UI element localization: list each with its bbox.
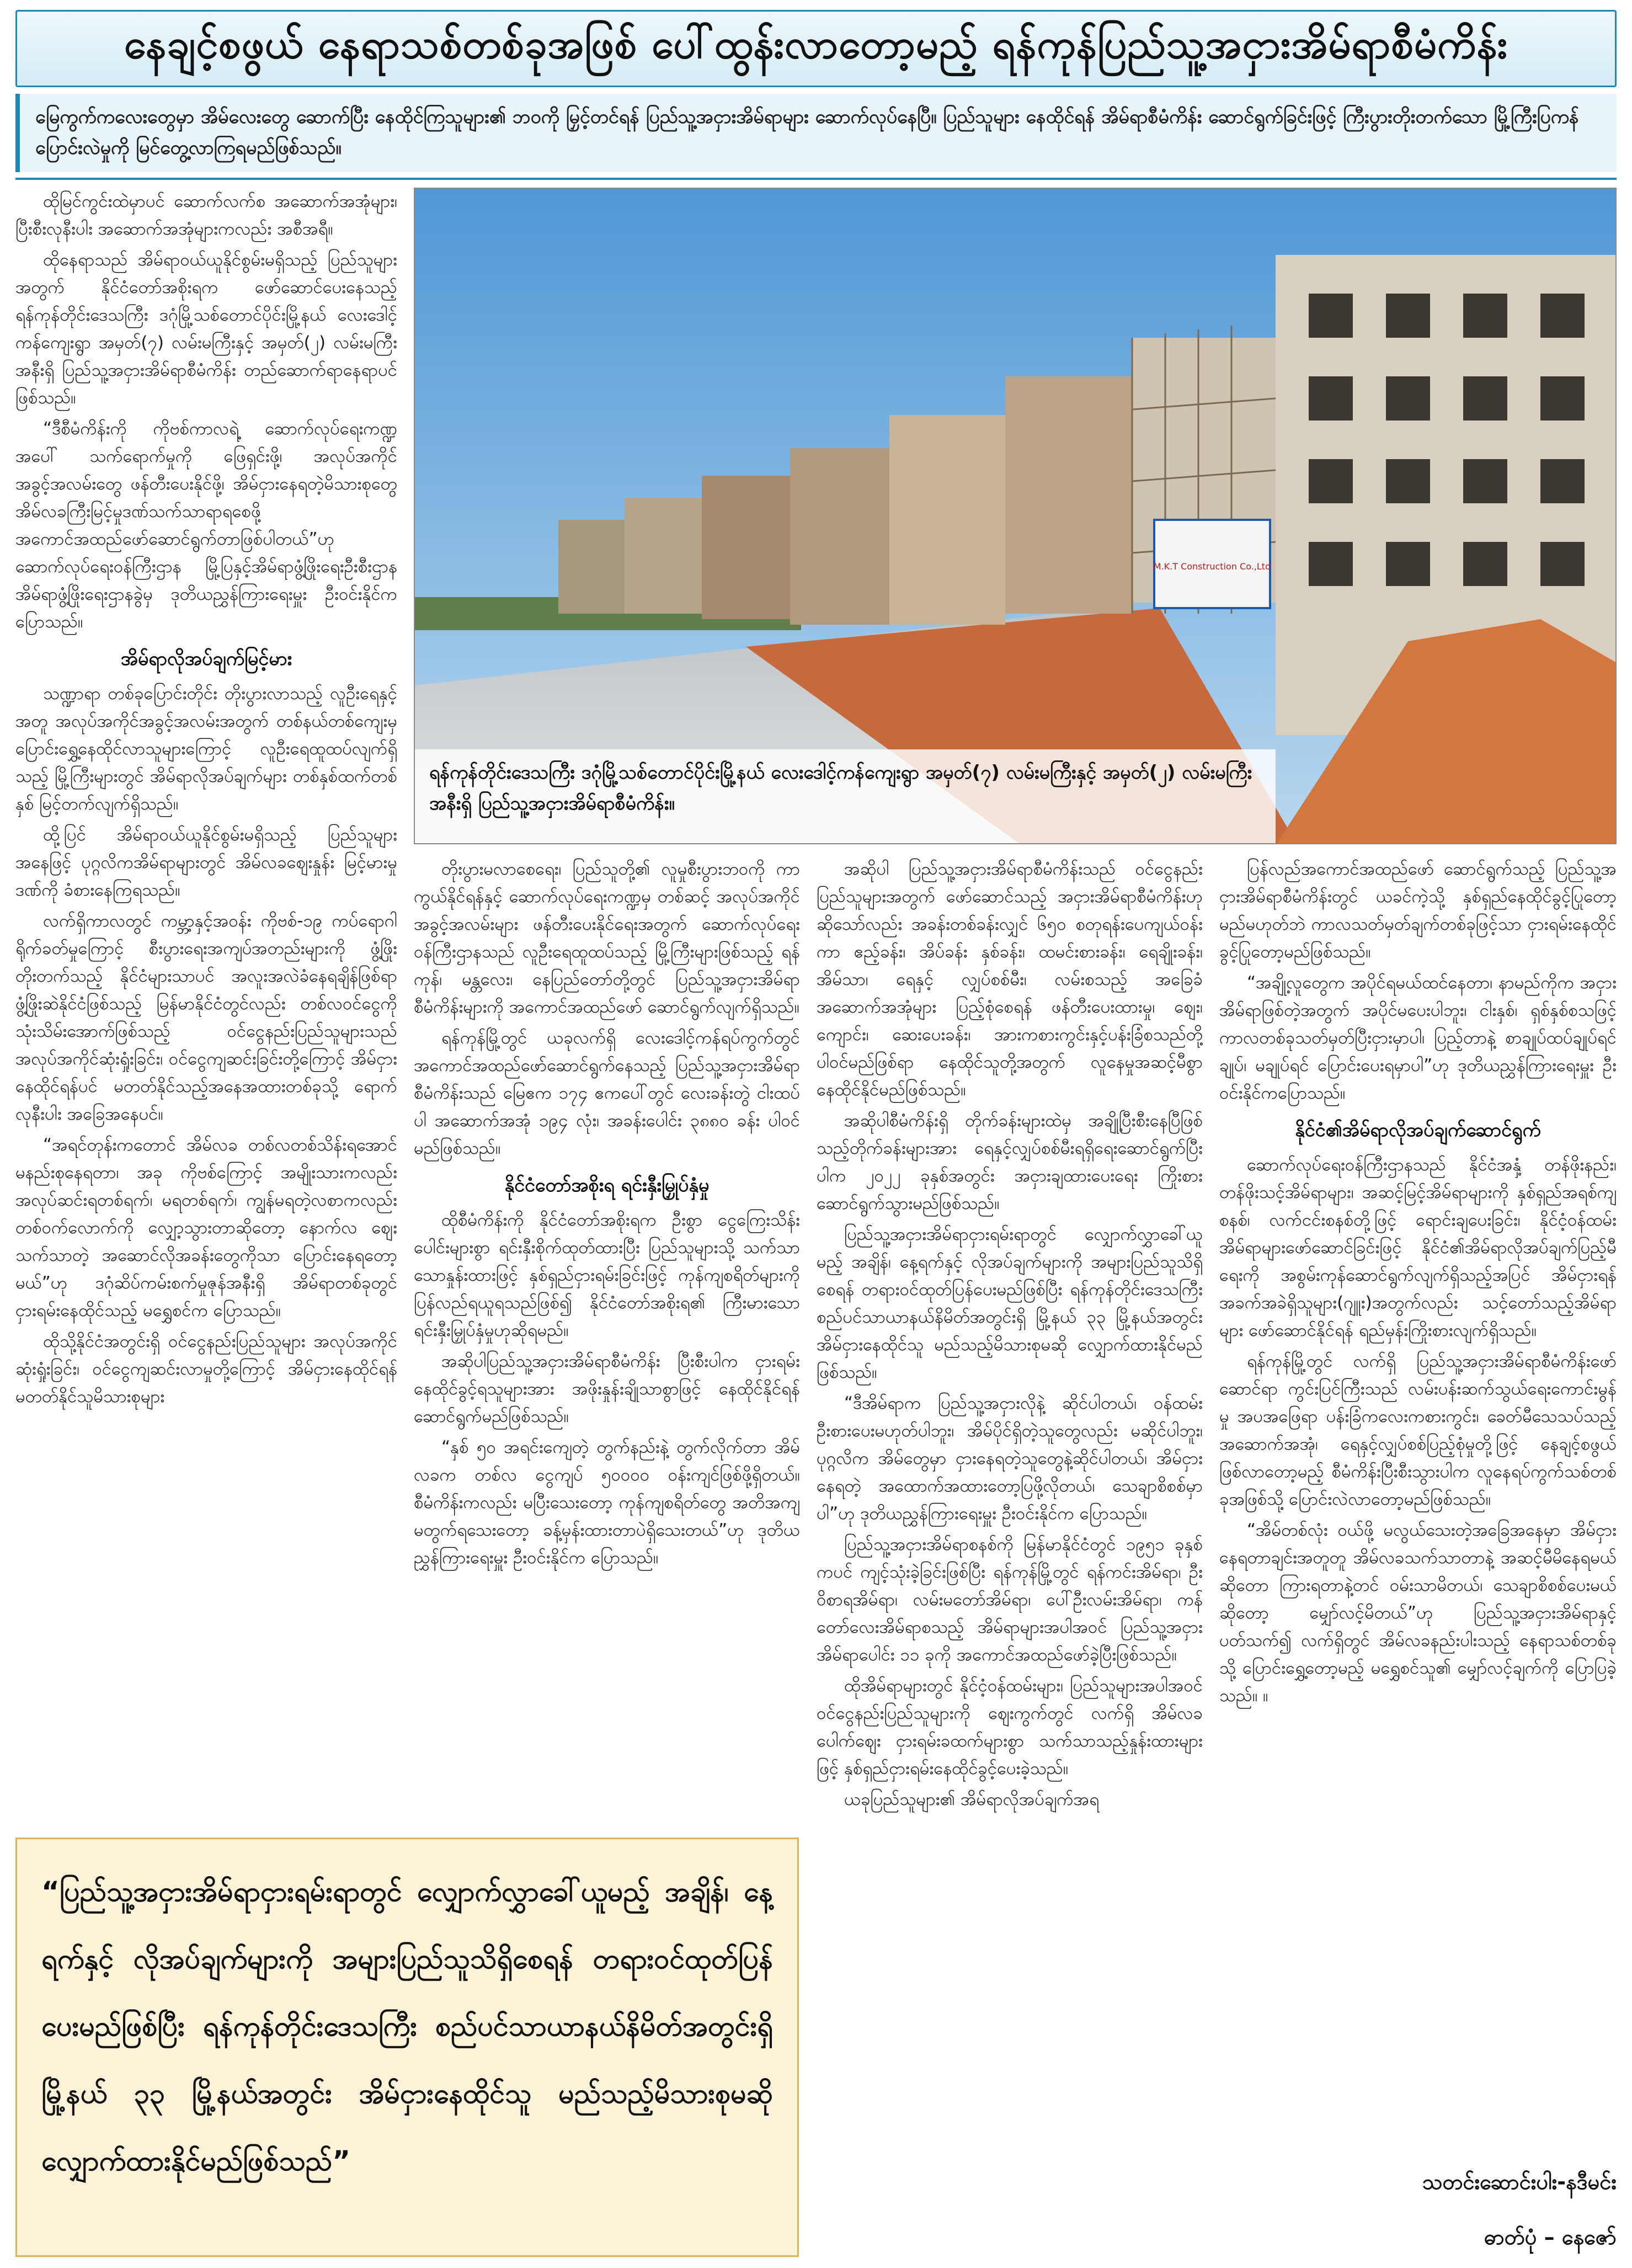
paragraph: ထိုနေရာသည် အိမ်ရာဝယ်ယူနိုင်စွမ်းမရှိသည့် ပြည်သူများအတွက် နိုင်ငံတော်အစိုးရက ဖော်ဆောင်ပေးနေသည့် ရန်ကုန်တိုင်းဒေသကြီး ဒဂုံမြို့သစ်တောင်ပိုင်းမြို့နယ် လေးဒေါင့်ကန်ကျေးရွာ အမှတ်(၇) လမ်းမကြီးနှင့် အမှတ်(၂) လမ်းမကြီးအနီးရှိ ပြည်သူ့အငှားအိမ်ရာစီမံကိန်း တည်ဆောက်ရာနေရာပင်ဖြစ်သည်။ [15, 250, 397, 408]
photo-caption: ရန်ကုန်တိုင်းဒေသကြီး ဒဂုံမြို့သစ်တောင်ပိုင်းမြို့နယ် လေးဒေါင့်ကန်ကျေးရွာ အမှတ်(၇) လမ်းမကြီးနှင့် အမှတ်(၂) လမ်းမကြီးအနီးရှိ ပြည်သူ့အငှားအိမ်ရာစီမံကိန်း။ [415, 749, 1276, 843]
paragraph: ရန်ကုန်မြို့တွင် ယခုလက်ရှိ လေးဒေါင့်ကန်ရပ်ကွက်တွင် အကောင်အထည်ဖော်ဆောင်ရွက်နေသည့် ပြည်သူ့အငှားအိမ်ရာစီမံကိန်းသည် မြေဧက ၁၇၄ ဧကပေါ်တွင် လေးခန်းတွဲ ငါးထပ်ပါ အဆောက်အအုံ ၁၉၄ လုံး၊ အခန်းပေါင်း ၃၈၈၀ ခန်း ပါဝင်မည်ဖြစ်သည်။ [414, 1028, 800, 1158]
paragraph: “အရင်တုန်းကတောင် အိမ်လခ တစ်လတစ်သိန်းရအောင် မနည်းစုနေရတာ၊ အခု ကိုဗစ်ကြောင့် အမျိုးသားကလည်း အလုပ်ဆင်းရတစ်ရက်၊ မရတစ်ရက်၊ ကျွန်မရတဲ့လစာကလည်း တစ်ဝက်လောက်ကို လျှော့သွားတာဆိုတော့ နောက်လ ဈေးသက်သာတဲ့ အဆောင်လိုအခန်းတွေကိုသာ ပြောင်းနေရတော့မယ်”ဟု ဒဂုံဆိပ်ကမ်းစက်မှုဇုန်အနီးရှိ အိမ်ရာတစ်ခုတွင် ငှားရမ်းနေထိုင်သည့် မရွှေစင်က ပြောသည်။ [15, 1135, 397, 1321]
paragraph: ပြည်သူ့အငှားအိမ်ရာစနစ်ကို မြန်မာနိုင်ငံတွင် ၁၉၅၁ ခုနှစ်ကပင် ကျင့်သုံးခဲ့ခြင်းဖြစ်ပြီး ရန်ကုန်မြို့တွင် ရန်ကင်းအိမ်ရာ၊ ဦးဝိစာရအိမ်ရာ၊ လမ်းမတော်အိမ်ရာ၊ ပေါ်ဦးလမ်းအိမ်ရာ၊ ကန်တော်လေးအိမ်ရာစသည့် အိမ်ရာများအပါအဝင် ပြည်သူ့အငှားအိမ်ရာပေါင်း ၁၁ ခုကို အကောင်အထည်ဖော်ခဲ့ပြီးဖြစ်သည်။ [817, 1535, 1203, 1665]
paragraph: ရန်ကုန်မြို့တွင် လက်ရှိ ပြည်သူ့အငှားအိမ်ရာစီမံကိန်းဖော်ဆောင်ရာ ကွင်းပြင်ကြီးသည် လမ်းပန်းဆက်သွယ်ရေးကောင်းမွန်မှု အပအဖြေရာ ပန်းခြံကလေးကစားကွင်း၊ ခေတ်မီသေသပ်သည့်အဆောက်အအုံ၊ ရေနှင့်လျှပ်စစ်ပြည့်စုံမှုတို့ဖြင့် နေချင့်စဖွယ်ဖြစ်လာတော့မည့် စီမံကိန်းပြီးစီးသွားပါက လူနေရပ်ကွက်သစ်တစ်ခုအဖြစ်သို့ ပြောင်းလဲလာတော့မည်ဖြစ်သည်။ [1219, 1351, 1617, 1509]
paragraph: သဏ္ဍာရာ တစ်ခုပြောင်းတိုင်း တိုးပွားလာသည့် လူဦးရေနှင့်အတူ အလုပ်အကိုင်အခွင့်အလမ်းအတွက် တစ်နယ်တစ်ကျေးမှ ပြောင်းရွှေ့နေထိုင်လာသူများကြောင့် လူဦးရေထူထပ်လျက်ရှိသည့် မြို့ကြီးများတွင် အိမ်ရာလိုအပ်ချက်များ တစ်နှစ်ထက်တစ်နှစ် မြင့်တက်လျက်ရှိသည်။ [15, 684, 397, 814]
paragraph: ယခုပြည်သူများ၏ အိမ်ရာလိုအပ်ချက်အရ [844, 1790, 1099, 1809]
construction-photo [414, 188, 1617, 844]
paragraph: ထိုမြင်ကွင်းထဲမှာပင် ဆောက်လက်စ အဆောက်အအုံများ၊ ပြီးစီးလုနီးပါး အဆောက်အအုံများကလည်း အစီအရီ။ [15, 191, 397, 239]
intro-paragraph: မြေကွက်ကလေးတွေမှာ အိမ်လေးတွေ ဆောက်ပြီး နေထိုင်ကြသူများ၏ ဘဝကို မြှင့်တင်ရန် ပြည်သူ့အငှားအိမ်ရာများ ဆောက်လုပ်နေပြီ။ ပြည်သူများ နေထိုင်ရန် အိမ်ရာစီမံကိန်း ဆောင်ရွက်ခြင်းဖြင့် ကြီးပွားတိုးတက်သော မြို့ကြီးပြကန်ပြောင်းလဲမှုကို မြင်တွေ့လာကြရမည်ဖြစ်သည်။ [15, 94, 1617, 172]
byline-photographer: ဓာတ်ပုံ – နေဇော် [1484, 2225, 1617, 2249]
paragraph: လက်ရှိကာလတွင် ကမ္ဘာ့နှင့်အဝန်း ကိုဗစ်-၁၉ ကပ်ရောဂါရိုက်ခတ်မှုကြောင့် စီးပွားရေးအကျပ်အတည်းများကို ဖွံ့ဖြိုးတိုးတက်သည့် နိုင်ငံများသာပင် အလူးအလဲခံနေရချိန်ဖြစ်ရာ ဖွံ့ဖြိုးဆဲနိုင်ငံဖြစ်သည့် မြန်မာနိုင်ငံတွင်လည်း တစ်လဝင်ငွေကိုသုံးသိမ်းအောက်ဖြစ်သည့် ဝင်ငွေနည်းပြည်သူများသည် အလုပ်အကိုင်ဆုံးရှုံးခြင်း၊ ဝင်ငွေကျဆင်းခြင်းတို့ကြောင့် အိမ်ငှားနေထိုင်ရန်ပင် မတတ်နိုင်သည့်အနေအထားတစ်ခုသို့ ရောက်လုနီးပါး အခြေအနေပင်။ [15, 911, 397, 1124]
column-4 [1219, 855, 1617, 2163]
section-heading: နိုင်ငံ၏အိမ်ရာလိုအပ်ချက်ဆောင်ရွက် [1295, 1119, 1541, 1141]
paragraph: အဆိုပါစီမံကိန်းရှိ တိုက်ခန်းများထဲမှ အချို့ပြီးစီးနေပြီဖြစ်သည့်တိုက်ခန်းများအား ရေနှင့်လျှပ်စစ်မီးရရှိရေးဆောင်ရွက်ပြီးပါက ၂၀၂၂ ခုနှစ်အတွင်း အငှားချထားပေးရေး ကြိုးစားဆောင်ရွက်သွားမည်ဖြစ်သည်။ [817, 1111, 1203, 1213]
paragraph: ပြန်လည်အကောင်အထည်ဖော် ဆောင်ရွက်သည့် ပြည်သူ့အငှားအိမ်ရာစီမံကိန်းတွင် ယခင်ကဲ့သို့ နှစ်ရှည်နေထိုင်ခွင့်ပြုတော့မည်မဟုတ်ဘဲ ကာလသတ်မှတ်ချက်တစ်ခုဖြင့်သာ ငှားရမ်းနေထိုင်ခွင့်ပြုတော့မည်ဖြစ်သည်။ [1219, 859, 1617, 962]
paragraph: ထိုသို့နိုင်ငံအတွင်းရှိ ဝင်ငွေနည်းပြည်သူများ အလုပ်အကိုင်ဆုံးရှုံးခြင်း၊ ဝင်ငွေကျဆင်းလာမှုတို့ကြောင့် အိမ်ငှားနေထိုင်ရန် မတတ်နိုင်သူမိသားစုများ [15, 1332, 397, 1407]
paragraph: “ဒီအိမ်ရာက ပြည်သူ့အငှားလိုနဲ့ ဆိုင်ပါတယ်၊ ဝန်ထမ်းဦးစားပေးမဟုတ်ပါဘူး၊ အိမ်ပိုင်ရှိတဲ့သူတွေလည်း မဆိုင်ပါဘူး၊ ပုဂ္ဂလိက အိမ်တွေမှာ ငှားနေရတဲ့သူတွေနဲ့ဆိုင်ပါတယ်၊ အိမ်ငှားနေရတဲ့ အထောက်အထားတော့ပြဖို့လိုတယ်၊ သေချာစိစစ်မှာပါ”ဟု ဒုတိယညွှန်ကြားရေးမှူး ဦးဝင်းနိုင်က ပြောသည်။ [817, 1393, 1203, 1524]
paragraph: ထိုအိမ်ရာများတွင် နိုင်ငံ့ဝန်ထမ်းများ၊ ပြည်သူများအပါအဝင် ဝင်ငွေနည်းပြည်သူများကို ဈေးကွက်တွင် လက်ရှိ အိမ်လခပေါက်ဈေး ငှားရမ်းခထက်များစွာ သက်သာသည့်နှုန်းထားများဖြင့် နှစ်ရှည်ငှားရမ်းနေထိုင်ခွင့်ပေးခဲ့သည်။ [817, 1676, 1203, 1779]
paragraph: ပြည်သူ့အငှားအိမ်ရာငှားရမ်းရာတွင် လျှောက်လွှာခေါ်ယူမည့် အချိန်၊ နေ့ရက်နှင့် လိုအပ်ချက်များကို အများပြည်သူသိရှိစေရန် တရားဝင်ထုတ်ပြန်ပေးမည်ဖြစ်ပြီး ရန်ကုန်တိုင်းဒေသကြီး စည်ပင်သာယာနယ်နိမိတ်အတွင်းရှိ မြို့နယ် ၃၃ မြို့နယ်အတွင်း အိမ်ငှားနေထိုင်သူ မည်သည့်မိသားစုမဆို လျှောက်ထားနိုင်မည်ဖြစ်သည်။ [817, 1224, 1203, 1382]
column-2 [414, 855, 800, 1931]
column-1 [15, 188, 397, 1816]
signboard-text: M.K.T Construction Co.,Ltd [1153, 561, 1271, 572]
paragraph: ထို့ပြင် အိမ်ရာဝယ်ယူနိုင်စွမ်းမရှိသည့် ပြည်သူများအနေဖြင့် ပုဂ္ဂလိကအိမ်ရာများတွင် အိမ်လခဈေးနှုန်း မြင့်မားမှုဒဏ်ကို ခံစားနေကြရသည်။ [15, 825, 397, 900]
paragraph: ထိုစီမံကိန်းကို နိုင်ငံတော်အစိုးရက ဦးစွာ ငွေကြေးသိန်းပေါင်းများစွာ ရင်းနှီးစိုက်ထုတ်ထားပြီး ပြည်သူများသို့ သက်သာသောနှုန်းထားဖြင့် နှစ်ရှည်ငှားရမ်းခြင်းဖြင့် ကုန်ကျစရိတ်များကို ပြန်လည်ရယူရသည်ဖြစ်၍ နိုင်ငံတော်အစိုးရ၏ ကြီးမားသော ရင်းနှီးမြှုပ်နှံမှုဟုဆိုရမည်။ [414, 1210, 800, 1340]
paragraph: အဆိုပါပြည်သူ့အငှားအိမ်ရာစီမံကိန်း ပြီးစီးပါက ငှားရမ်းနေထိုင်ခွင့်ရသူများအား အဖိုးနှုန်းချိုသာစွာဖြင့် နေထိုင်နိုင်ရန် ဆောင်ရွက်မည်ဖြစ်သည်။ [414, 1351, 800, 1426]
divider [15, 178, 1617, 180]
byline-author: သတင်းဆောင်းပါး-နဒီမင်း [1422, 2170, 1617, 2194]
column-3 [817, 855, 1203, 2246]
section-heading: အိမ်ရာလိုအပ်ချက်မြင့်မား [120, 648, 292, 670]
paragraph: “ဒီစီမံကိန်းကို ကိုဗစ်ကာလရဲ့ ဆောက်လုပ်ရေးကဏ္ဍအပေါ် သက်ရောက်မှုကို ဖြေရှင်းဖို့၊ အလုပ်အကိုင်အခွင့်အလမ်းတွေ ဖန်တီးပေးနိုင်ဖို့၊ အိမ်ငှားနေရတဲ့မိသားစုတွေ အိမ်လခကြီးမြင့်မှုဒဏ်သက်သာရာရစေဖို့ အကောင်အထည်ဖော်ဆောင်ရွက်တာဖြစ်ပါတယ်”ဟု ဆောက်လုပ်ရေးဝန်ကြီးဌာန မြို့ပြနှင့်အိမ်ရာဖွံ့ဖြိုးရေးဦးစီးဌာန အိမ်ရာဖွံ့ဖြိုးရေးဌာနခွဲမှ ဒုတိယညွှန်ကြားရေးမှူး ဦးဝင်းနိုင်က ပြောသည်။ [15, 419, 397, 632]
paragraph: အဆိုပါ ပြည်သူ့အငှားအိမ်ရာစီမံကိန်းသည် ဝင်ငွေနည်းပြည်သူများအတွက် ဖော်ဆောင်သည့် အငှားအိမ်ရာစီမံကိန်းဟုဆိုသော်လည်း အခန်းတစ်ခန်းလျှင် ၆၅၀ စတုရန်းပေကျယ်ဝန်းကာ ဧည့်ခန်း၊ အိပ်ခန်း နှစ်ခန်း၊ ထမင်းစားခန်း၊ ရေချိုးခန်း၊ အိမ်သာ၊ ရေနှင့် လျှပ်စစ်မီး၊ လမ်းစသည့် အခြေခံအဆောက်အအုံများ ပြည့်စုံစေရန် ဖန်တီးပေးထားမှု၊ ဈေး၊ ကျောင်း၊ ဆေးပေးခန်း၊ အားကစားကွင်းနှင့်ပန်းခြံစသည်တို့ ပါဝင်မည်ဖြစ်ရာ နေထိုင်သူတို့အတွက် လူနေမှုအဆင့်မီစွာ နေထိုင်နိုင်မည်ဖြစ်သည်။ [817, 859, 1203, 1100]
construction-illustration [415, 189, 1617, 844]
paragraph: “အိမ်တစ်လုံး ဝယ်ဖို့ မလွယ်သေးတဲ့အခြေအနေမှာ အိမ်ငှားနေရတာချင်းအတူတူ အိမ်လခသက်သာတာနဲ့ အဆင့်မီမိနေရမယ်ဆိုတော ကြားရတာနဲ့တင် ဝမ်းသာမိတယ်၊ သေချာစိစစ်ပေးမယ်ဆိုတော့ မျှော်လင့်မိတယ်”ဟု ပြည်သူ့အငှားအိမ်ရာနှင့်ပတ်သက်၍ လက်ရှိတွင် အိမ်လခနည်းပါးသည့် နေရာသစ်တစ်ခုသို့ ပြောင်းရွှေ့တော့မည့် မရွှေစင်သူ၏ မျှော်လင့်ချက်ကို ပြောပြခဲ့သည်။ ။ [1219, 1520, 1617, 1706]
headline: နေချင့်စဖွယ် နေရာသစ်တစ်ခုအဖြစ် ပေါ်ထွန်းလာတော့မည့် ရန်ကုန်ပြည်သူ့အငှားအိမ်ရာစီမံကိန်း [15, 10, 1617, 87]
paragraph: “အချို့လူတွေက အပိုင်ရမယ်ထင်နေတာ၊ နာမည်ကိုက အငှားအိမ်ရာဖြစ်တဲ့အတွက် အပိုင်မပေးပါဘူး၊ ငါးနှစ်၊ ရှစ်နှစ်စသဖြင့် ကာလတစ်ခုသတ်မှတ်ပြီးငှားမှာပါ၊ ပြည့်တာနဲ့ စာချုပ်ထပ်ချုပ်ရင် ချုပ်၊ မချုပ်ရင် ပြောင်းပေးရမှာပါ”ဟု ဒုတိယညွှန်ကြားရေးမှူး ဦးဝင်းနိုင်ကပြောသည်။ [1219, 973, 1617, 1103]
section-heading: နိုင်ငံတော်အစိုးရ ရင်းနှီးမြှုပ်နှံမှု [504, 1174, 710, 1196]
paragraph: ဆောက်လုပ်ရေးဝန်ကြီးဌာနသည် နိုင်ငံအနှံ့ တန်ဖိုးနည်း၊ တန်ဖိုးသင့်အိမ်ရာများ၊ အဆင့်မြင့်အိမ်ရာများကို နှစ်ရှည်အရစ်ကျစနစ်၊ လက်ငင်းစနစ်တို့ဖြင့် ရောင်းချပေးခြင်း၊ နိုင်ငံ့ဝန်ထမ်းအိမ်ရာများဖော်ဆောင်ခြင်းဖြင့် နိုင်ငံ၏အိမ်ရာလိုအပ်ချက်ပြည့်မီရေးကို အစွမ်းကုန်ဆောင်ရွက်လျက်ရှိသည့်အပြင် အိမ်ငှားရန်အခက်အခဲရှိသူများ(ဂျူး)အတွက်လည်း သင့်တော်သည့်အိမ်ရာများ ဖော်ဆောင်နိုင်ရန် ရည်မှန်းကြိုးစားလျက်ရှိသည်။ [1219, 1155, 1617, 1340]
paragraph: တိုးပွားမလာစေရေး၊ ပြည်သူတို့၏ လူမှုစီးပွားဘဝကို ကာကွယ်နိုင်ရန်နှင့် ဆောက်လုပ်ရေးကဏ္ဍမှ တစ်ဆင့် အလုပ်အကိုင်အခွင့်အလမ်းများ ဖန်တီးပေးနိုင်ရေးအတွက် ဆောက်လုပ်ရေးဝန်ကြီးဌာနသည် လူဦးရေထူထပ်သည့် မြို့ကြီးများဖြစ်သည့် ရန်ကုန်၊ မန္တလေး၊ နေပြည်တော်တို့တွင် ပြည်သူ့အငှားအိမ်ရာစီမံကိန်းများကို အကောင်အထည်ဖော် ဆောင်ရွက်လျက်ရှိသည်။ [414, 859, 800, 1017]
paragraph: “နှစ် ၅၀ အရင်းကျေတဲ့ တွက်နည်းနဲ့ တွက်လိုက်တာ အိမ်လခက တစ်လ ငွေကျပ် ၅၀၀၀၀ ဝန်းကျင်ဖြစ်ဖို့ရှိတယ်။ စီမံကိန်းကလည်း မပြီးသေးတော့ ကုန်ကျစရိတ်တွေ အတိအကျမတွက်ရသေးတော့ ခန့်မှန်းထားတာပဲရှိသေးတယ်”ဟု ဒုတိယညွှန်ကြားရေးမှူး ဦးဝင်းနိုင်က ပြောသည်။ [414, 1438, 800, 1568]
pull-quote: “ပြည်သူ့အငှားအိမ်ရာငှားရမ်းရာတွင် လျှောက်လွှာခေါ်ယူမည့် အချိန်၊ နေ့ရက်နှင့် လိုအပ်ချက်များကို အများပြည်သူသိရှိစေရန် တရားဝင်ထုတ်ပြန်ပေးမည်ဖြစ်ပြီး ရန်ကုန်တိုင်းဒေသကြီး စည်ပင်သာယာနယ်နိမိတ်အတွင်းရှိ မြို့နယ် ၃၃ မြို့နယ်အတွင်း အိမ်ငှားနေထိုင်သူ မည်သည့်မိသားစုမဆို လျှောက်ထားနိုင်မည်ဖြစ်သည်” [15, 1838, 799, 2257]
